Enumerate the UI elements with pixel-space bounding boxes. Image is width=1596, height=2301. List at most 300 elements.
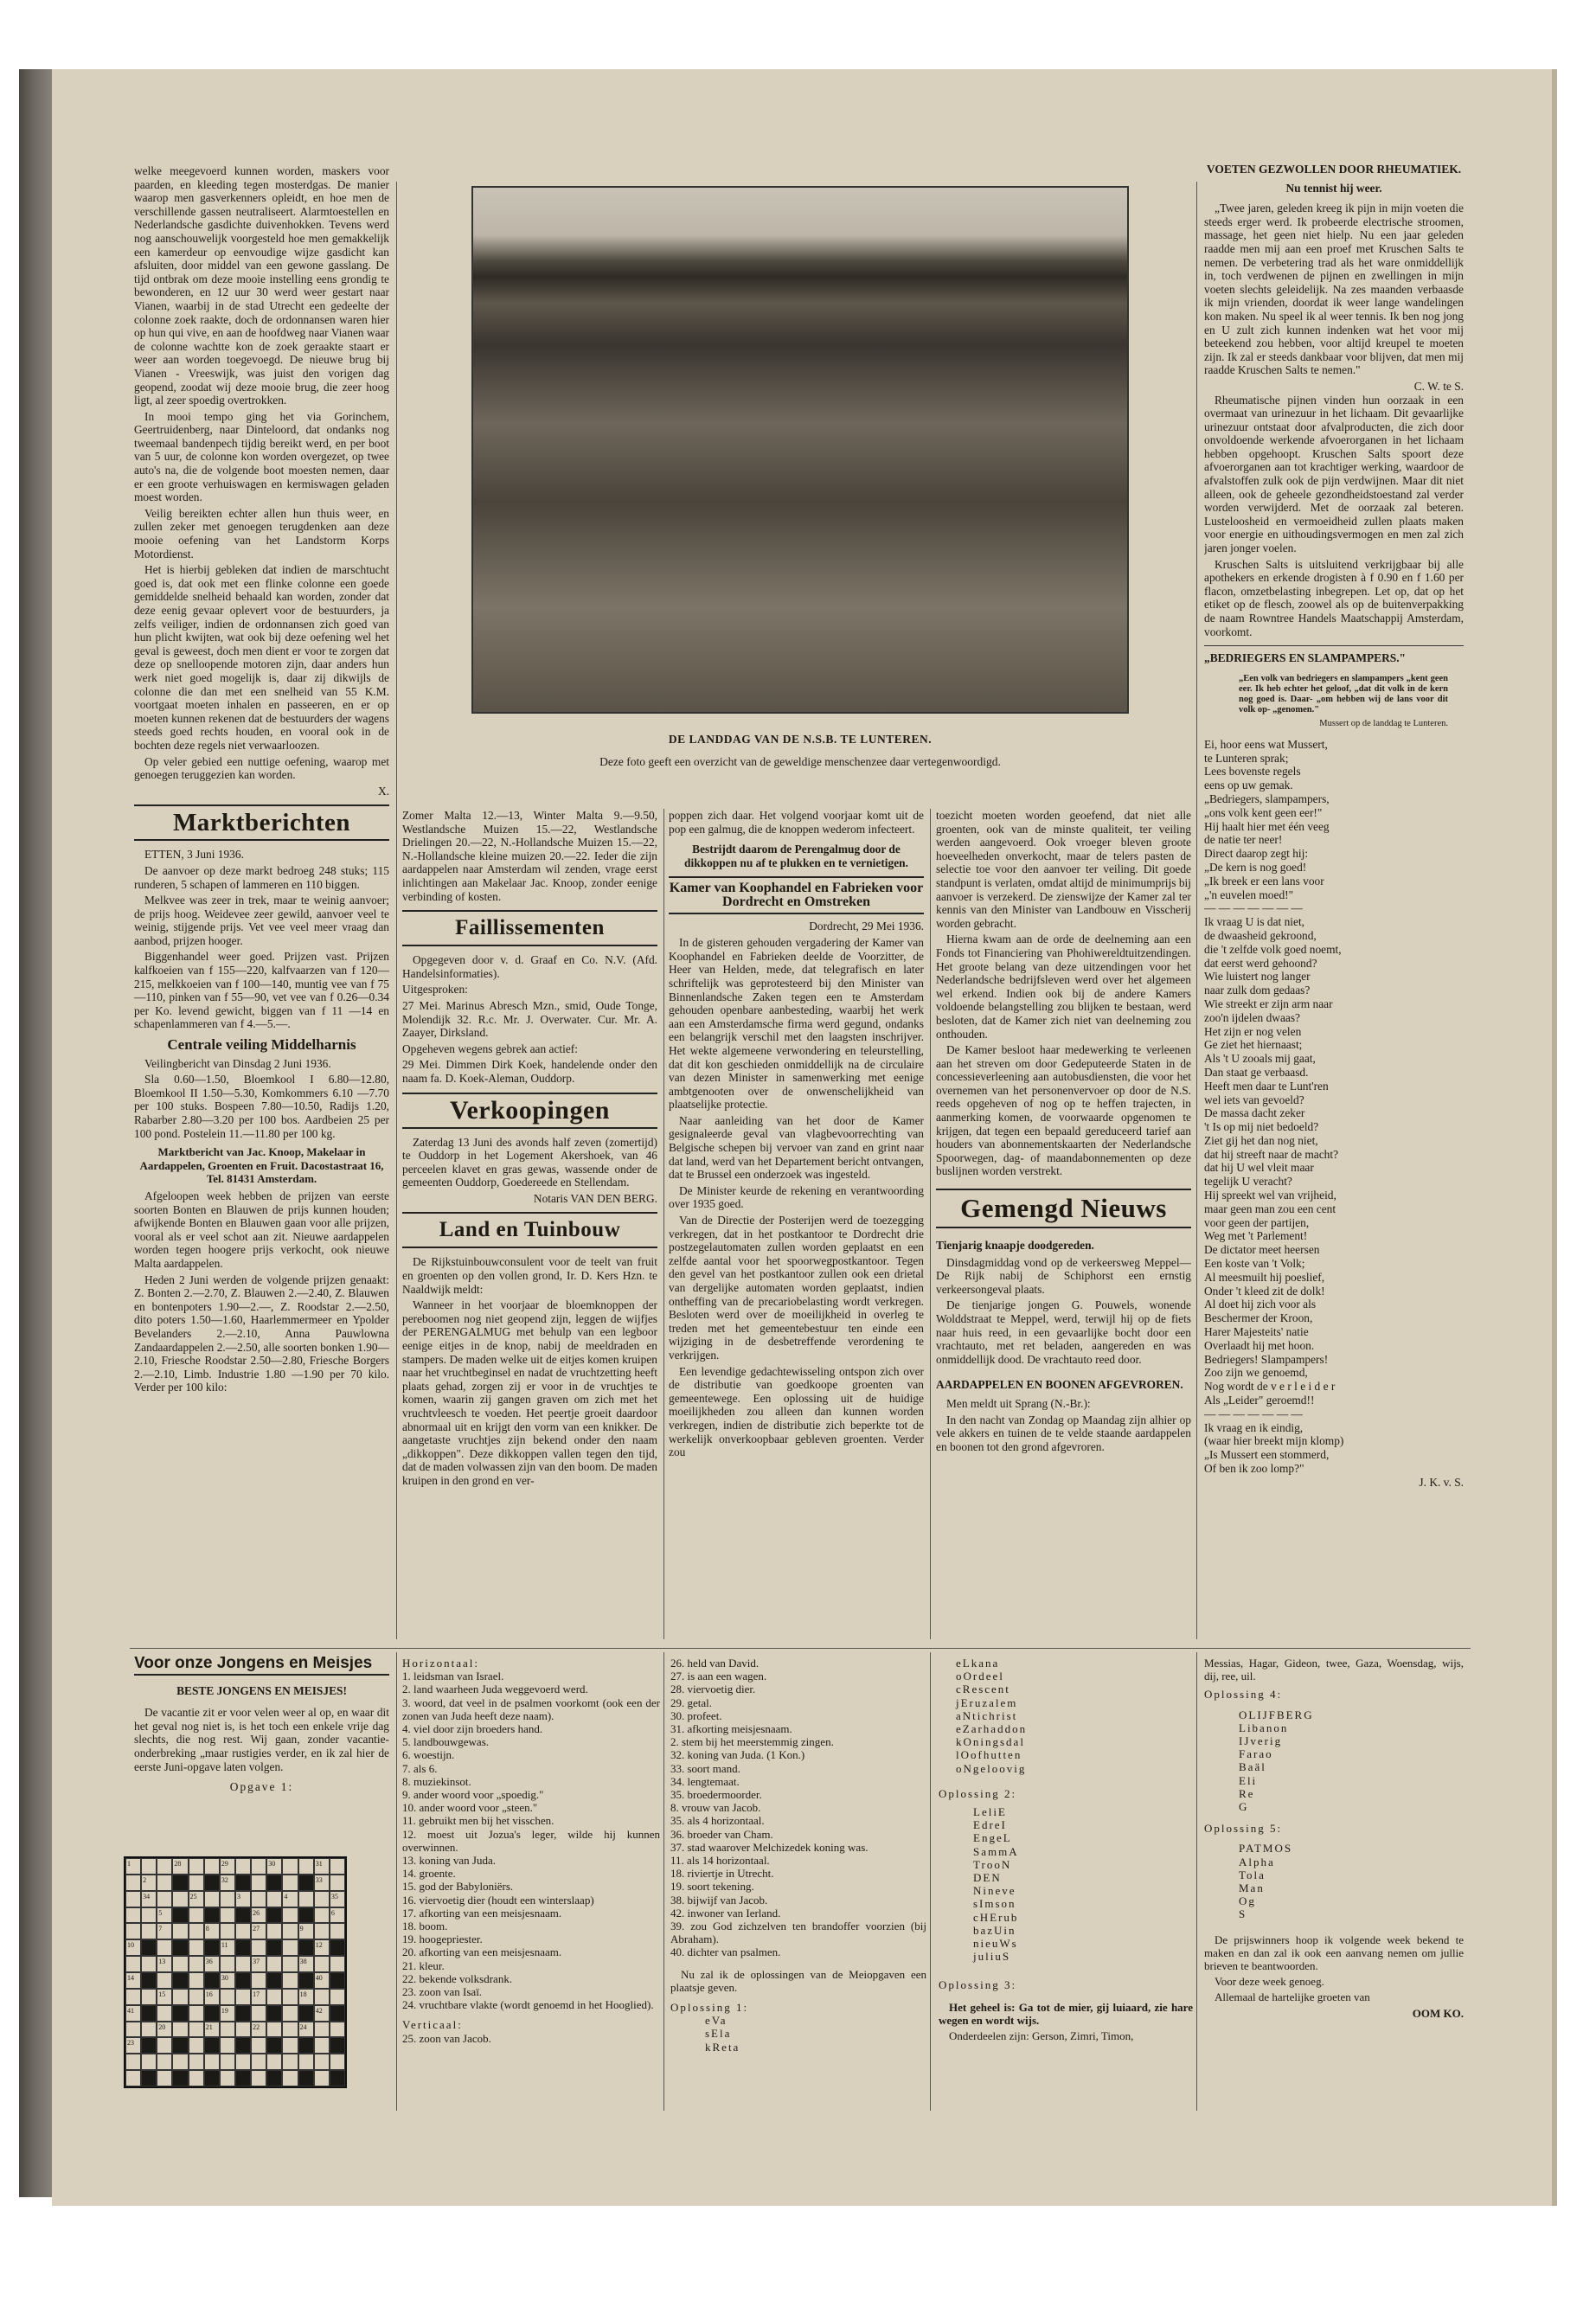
- grid-cell: 41: [125, 2005, 141, 2022]
- grid-cell: [298, 1858, 314, 1875]
- solution-line: Libanon: [1239, 1721, 1289, 1734]
- grid-cell: [157, 2070, 172, 2086]
- oplossing-label: Oplossing 4:: [1204, 1688, 1283, 1702]
- clue: 39. zou God zichzelven ten brandoffer voorzien (bij Abraham).: [670, 1920, 926, 1946]
- solution-line: kReta: [705, 2040, 740, 2054]
- grid-cell: 21: [204, 2022, 220, 2038]
- article-paragraph: ETTEN, 3 Juni 1936.: [144, 848, 244, 862]
- grid-cell: [189, 1875, 204, 1891]
- poem-line: — — — — — — —: [1204, 901, 1303, 915]
- solution-line: aNtichrist: [956, 1708, 1018, 1722]
- article-paragraph: Uitgesproken:: [402, 983, 468, 997]
- article-paragraph: Melkvee was zeer in trek, maar te weinig aanvoer; de prijs hoog. Weidevee zeer gewild, aanvoer veel te weinig, stijgende prijs. Vet vee veel meer vraag dan aanbod, prijzen hooger.: [134, 894, 389, 947]
- poem-line: Onder 't kleed zit de dolk!: [1204, 1284, 1325, 1298]
- grid-cell: 1: [125, 1858, 141, 1875]
- grid-cell: 25: [189, 1891, 204, 1907]
- grid-cell: [189, 1956, 204, 1972]
- black-cell: [141, 2005, 157, 2022]
- poem-line: Als 't U zooals mij gaat,: [1204, 1052, 1316, 1066]
- section-heading: Gemengd Nieuws: [936, 1189, 1191, 1228]
- grid-cell: [141, 1956, 157, 1972]
- black-cell: [235, 2005, 251, 2022]
- black-cell: [266, 2070, 282, 2086]
- solution-line: Tola: [1239, 1868, 1266, 1881]
- poem-line: Beschermer der Kroon,: [1204, 1311, 1313, 1325]
- oplossing-2: [973, 1805, 1193, 1963]
- oplossing-1: [705, 2014, 926, 2054]
- grid-cell: [282, 1875, 298, 1891]
- grid-cell: [314, 1907, 330, 1924]
- verticaal-label: Verticaal:: [402, 2018, 463, 2032]
- poem-line: Lees bovenste regels: [1204, 765, 1301, 779]
- poem-line: (waar hier breekt mijn klomp): [1204, 1434, 1344, 1448]
- black-cell: [298, 2070, 314, 2086]
- grid-cell: [282, 1907, 298, 1924]
- solution-line: bazUin: [973, 1923, 1016, 1937]
- solution-line: kOningsdal: [956, 1735, 1025, 1749]
- grid-cell: [314, 2037, 330, 2054]
- poem-line: Direct daarop zegt hij:: [1204, 847, 1309, 861]
- grid-cell: [330, 1923, 345, 1939]
- grid-cell: 32: [220, 1875, 235, 1891]
- solution-line: DEN: [973, 1871, 1002, 1885]
- grid-cell: 42: [314, 2005, 330, 2022]
- black-cell: [298, 2005, 314, 2022]
- youth-column-5: [1204, 1657, 1464, 2111]
- article-paragraph: De Rijkstuinbouwconsulent voor de teelt van fruit en groenten op den vollen grond, Ir. D. Kers Hzn. te Naaldwijk meldt:: [402, 1255, 657, 1296]
- grid-cell: [314, 2054, 330, 2070]
- poem-line: „'n euvelen moed!": [1204, 888, 1294, 901]
- grid-cell: [189, 1989, 204, 2005]
- black-cell: [204, 2037, 220, 2054]
- grid-cell: [282, 1858, 298, 1875]
- grid-cell: [189, 2037, 204, 2054]
- article-paragraph: Het is hierbij gebleken dat indien de marschtucht goed is, dat ook met een flinke colonne een goede gemiddelde snelheid behaald kan worden, zonder dat deze eenig gevaar oplevert voor de bestuurders, ja zelfs veiliger, indien de ordonnansen zich goed van hun plicht kwijten, wat ook bij deze oefening wel het geval is geweest, doch men dient er voor te zorgen dat deze op snelloopende motoren zijn, daar anders hun werk niet goed mogelijk is, daar zij dikwijls de colonne die dan met een snelheid van 55 K.M. voortgaat moeten inhalen en passeeren, en er op moeten kunnen rekenen dat de bestuurders der wagens steeds goed rechts houden, en vooral ook in de bochten deze regels niet verwaarloozen.: [134, 563, 389, 752]
- grid-cell: [172, 2054, 188, 2070]
- grid-cell: 34: [141, 1891, 157, 1907]
- black-cell: [266, 1939, 282, 1956]
- grid-cell: [204, 2054, 220, 2070]
- black-cell: [172, 1939, 188, 1956]
- clue: 11. gebruikt men bij het visschen.: [402, 1814, 554, 1828]
- black-cell: [330, 1939, 345, 1956]
- grid-cell: [220, 1891, 235, 1907]
- poem: [1204, 738, 1464, 1476]
- article-paragraph: De Minister keurde de rekening en verantwoording over 1935 goed.: [669, 1183, 924, 1211]
- article-paragraph: 27 Mei. Marinus Abresch Mzn., smid, Oude Tonge, Molendijk 32. R.c. Mr. J. Overwater. Cur. Mr. A. Zaayer, Dirksland.: [402, 998, 657, 1040]
- solution-line: cHErub: [973, 1910, 1019, 1924]
- clue: 42. inwoner van Ierland.: [670, 1906, 781, 1920]
- grid-cell: 30: [220, 1972, 235, 1989]
- grid-cell: 31: [314, 1858, 330, 1875]
- verticaal-list: [670, 1657, 926, 1959]
- grid-cell: [220, 2070, 235, 2086]
- grid-cell: [314, 1989, 330, 2005]
- clue: 11. als 14 horizontaal.: [670, 1854, 770, 1868]
- grid-cell: [314, 2070, 330, 2086]
- column-2: [402, 809, 657, 1644]
- poem-line: Ziet gij het dan nog niet,: [1204, 1133, 1318, 1147]
- grid-cell: [141, 1858, 157, 1875]
- article-signature: Notaris VAN DEN BERG.: [533, 1191, 657, 1205]
- grid-cell: [189, 1972, 204, 1989]
- black-cell: [266, 1907, 282, 1924]
- column-rule: [1196, 182, 1197, 1639]
- section-rule: [130, 1648, 1471, 1649]
- photo-caption-text: Deze foto geeft een overzicht van de geweldige menschenzee daar vertegenwoordigd.: [599, 755, 1001, 768]
- black-cell: [204, 2005, 220, 2022]
- grid-cell: [220, 2037, 235, 2054]
- youth-column-3: [670, 1657, 926, 2111]
- clue: 26. held van David.: [670, 1657, 760, 1670]
- grid-cell: 7: [157, 1923, 172, 1939]
- column-5: [1204, 163, 1464, 1644]
- subheading: AARDAPPELEN EN BOONEN AFGEVROREN.: [936, 1378, 1183, 1392]
- article-paragraph: Men meldt uit Sprang (N.-Br.):: [946, 1396, 1091, 1410]
- article-paragraph: Veilig bereikten echter allen hun thuis weer, en zullen zeker met genoegen terugdenken aan deze mooie oefening van het Landstorm Korps Motordienst.: [134, 506, 389, 561]
- grid-cell: [189, 2022, 204, 2038]
- quote-attribution: Mussert op de landdag te Lunteren.: [1319, 718, 1448, 728]
- article-paragraph: De prijswinners hoop ik volgende week bekend te maken en dan zal ik ook een aanvang nemen om jullie brieven te beantwoorden.: [1204, 1932, 1464, 1973]
- grid-cell: [298, 1891, 314, 1907]
- poem-line: „De kern is nog goed!: [1204, 860, 1307, 874]
- youth-column-2: [402, 1657, 660, 2111]
- black-cell: [235, 1972, 251, 1989]
- clue: 17. afkorting van een meisjesnaam.: [402, 1906, 562, 1920]
- black-cell: [235, 1875, 251, 1891]
- solution-line: Eli: [1239, 1773, 1258, 1787]
- poem-line: Ge ziet het hiernaast;: [1204, 1038, 1303, 1052]
- grid-cell: [235, 2022, 251, 2038]
- poem-line: Een koste van 't Volk;: [1204, 1257, 1305, 1271]
- grid-cell: [251, 2037, 266, 2054]
- clue: 24. vruchtbare vlakte (wordt genoemd in het Hooglied).: [402, 1998, 654, 2012]
- grid-cell: [266, 1923, 282, 1939]
- solution-line: eLkana: [956, 1657, 1000, 1670]
- clue: 18. boom.: [402, 1920, 448, 1933]
- poem-line: de dwaasheid gekroond,: [1204, 928, 1317, 942]
- clue: 23. zoon van Isaï.: [402, 1985, 483, 1999]
- clue: 38. bijwijf van Jacob.: [670, 1893, 768, 1907]
- clue: 10. ander woord voor „steen.": [402, 1801, 538, 1815]
- clue: 29. getal.: [670, 1695, 713, 1709]
- article-paragraph: In de gisteren gehouden vergadering der Kamer van Koophandel en Fabrieken deelde de Voorzitter, de Heer van Helden, mede, dat telegrafisch en later schriftelijk was geprotesteerd bij den Minister van Binnenlandsche Zaken tegen een te Amsterdam gehouden openbare aanbesteding, waarbij het werk aan een Amsterdamsche firma werd gegund, ondanks een belangrijk verschil met den laagsten inschrijver. Het wekte algemeene verwondering en teleurstelling, dat dit kon geschieden onmiddellijk na de circulaire van dezen Minister in samenwerking met eenige ambtgenooten over de onwenschelijkheid van plaatselijke protectie.: [669, 936, 924, 1112]
- solution-line: nieuWs: [973, 1937, 1018, 1951]
- grid-cell: [282, 1939, 298, 1956]
- grid-cell: [330, 1875, 345, 1891]
- black-cell: [141, 2037, 157, 2054]
- grid-cell: 37: [251, 1956, 266, 1972]
- grid-cell: 5: [157, 1907, 172, 1924]
- column-rule: [396, 1652, 397, 2111]
- grid-cell: [141, 1923, 157, 1939]
- grid-cell: [330, 1858, 345, 1875]
- grid-cell: [157, 1939, 172, 1956]
- grid-cell: [141, 1989, 157, 2005]
- poem-line: Hij haalt hier met één veeg: [1204, 819, 1330, 833]
- grid-cell: [266, 1956, 282, 1972]
- poem-line: Al meesmuilt hij poeslief,: [1204, 1270, 1325, 1284]
- grid-cell: [251, 1875, 266, 1891]
- article-paragraph: Opgeheven wegens gebrek aan actief:: [402, 1042, 578, 1055]
- black-cell: [204, 1907, 220, 1924]
- photo-caption-title: DE LANDDAG VAN DE N.S.B. TE LUNTEREN.: [668, 733, 933, 746]
- grid-cell: 22: [251, 2022, 266, 2038]
- poem-line: Heeft men daar te Lunt'ren: [1204, 1079, 1329, 1093]
- grid-cell: [330, 2022, 345, 2038]
- black-cell: [235, 2037, 251, 2054]
- grid-cell: [235, 1923, 251, 1939]
- grid-cell: [220, 1923, 235, 1939]
- horizontaal-label: Horizontaal:: [402, 1657, 479, 1670]
- grid-cell: [157, 1875, 172, 1891]
- grid-cell: 36: [204, 1956, 220, 1972]
- youth-column-1: [134, 1657, 389, 1856]
- quote: „Een volk van bedriegers en slampampers „kent geen eer. Ik heb echter het geloof, „dat dit volk in de kern nog goed is. Daar- „om hebben wij de lans voor dit volk op- „genomen.": [1239, 673, 1448, 715]
- landdag-photo: [471, 186, 1129, 714]
- clue: 22. bekende volksdrank.: [402, 1971, 513, 1985]
- grid-cell: 18: [298, 1989, 314, 2005]
- grid-cell: [189, 1907, 204, 1924]
- grid-cell: 26: [251, 1907, 266, 1924]
- grid-cell: [282, 2037, 298, 2054]
- grid-cell: [298, 2054, 314, 2070]
- grid-cell: [282, 1972, 298, 1989]
- grid-cell: [125, 2054, 141, 2070]
- clue: 15. god der Babyloniërs.: [402, 1880, 514, 1894]
- article-paragraph: 29 Mei. Dimmen Dirk Koek, handelende onder den naam fa. D. Koek-Aleman, Ouddorp.: [402, 1058, 657, 1085]
- poem-line: dat hij U wel vleit maar: [1204, 1161, 1314, 1175]
- poem-line: Al doet hij zich voor als: [1204, 1298, 1317, 1311]
- poem-line: Als „Leider" geroemd!!: [1204, 1394, 1315, 1407]
- grid-cell: 6: [330, 1907, 345, 1924]
- section-heading: Faillissementen: [402, 910, 657, 946]
- grid-cell: [266, 2022, 282, 2038]
- grid-cell: [172, 1989, 188, 2005]
- poem-line: zoo'n ijdelen dwaas?: [1204, 1010, 1300, 1024]
- grid-cell: [235, 2054, 251, 2070]
- article-paragraph: De tienjarige jongen G. Pouwels, wonende Wolddstraat te Meppel, werd, terwijl hij op de fiets naar huis reed, in een gevaarlijke bocht door een vrachtauto, met ret beladen, aangereden en was onmiddellijk dood. De vrachtauto reed door.: [936, 1298, 1191, 1366]
- grid-cell: [189, 1923, 204, 1939]
- article-paragraph: In den nacht van Zondag op Maandag zijn alhier op vele akkers en tuinen de te velde staande aardappelen en boonen tot den grond afgevroren.: [936, 1413, 1191, 1453]
- clue: 6. woestijn.: [402, 1748, 455, 1762]
- clue: 7. als 6.: [402, 1761, 438, 1775]
- clue: 36. broeder van Cham.: [670, 1827, 773, 1841]
- solution-line: cRescent: [956, 1682, 1010, 1696]
- grid-cell: [220, 1989, 235, 2005]
- black-cell: [204, 1875, 220, 1891]
- poem-line: naar zulk dom gedaas?: [1204, 984, 1311, 997]
- clue: 9. ander woord voor „spoedig.": [402, 1788, 544, 1802]
- poem-line: De dictator meet heersen: [1204, 1243, 1320, 1257]
- grid-cell: 35: [330, 1891, 345, 1907]
- solution-line: Nineve: [973, 1884, 1016, 1898]
- poem-line: Harer Majesteits' natie: [1204, 1325, 1309, 1339]
- article-paragraph: Biggenhandel weer goed. Prijzen vast. Prijzen kalfkoeien van f 155—220, kalfvaarzen van f 120—215, melkkoeien van f 100—140, muntig vee van f 75—110, pinken van f 55—90, vet vee van f 0.26—0.34 per Ko. levend gewicht, biggen van f 11 —14 en schapenlammeren van f 4.—5.—.: [134, 950, 389, 1031]
- column-rule: [663, 809, 664, 1639]
- grid-cell: [141, 1907, 157, 1924]
- poem-line: „ons volk kent geen eer!": [1204, 805, 1323, 819]
- horizontaal-list: [402, 1670, 660, 2011]
- solution-line: PATMOS: [1239, 1842, 1293, 1856]
- solution-line: eZarhaddon: [956, 1722, 1028, 1736]
- solution-line: lOofhutten: [956, 1748, 1022, 1762]
- grid-cell: [189, 2054, 204, 2070]
- crossword-grid: [124, 1856, 347, 2088]
- grid-cell: 14: [125, 1972, 141, 1989]
- black-cell: [266, 2005, 282, 2022]
- grid-cell: [125, 1923, 141, 1939]
- black-cell: [172, 1875, 188, 1891]
- black-cell: [330, 2070, 345, 2086]
- article-paragraph: Allemaal de hartelijke groeten van: [1215, 1990, 1370, 2004]
- black-cell: [266, 2037, 282, 2054]
- solution-line: SammA: [973, 1844, 1019, 1858]
- grid-cell: [172, 1891, 188, 1907]
- grid-cell: [220, 2054, 235, 2070]
- solution-line: sImson: [973, 1897, 1016, 1911]
- poem-line: tegelijk U veracht?: [1204, 1175, 1292, 1189]
- grid-cell: [220, 1956, 235, 1972]
- section-heading: Voor onze Jongens en Meisjes: [134, 1657, 389, 1676]
- poem-line: Bedriegers! Slampampers!: [1204, 1352, 1329, 1366]
- black-cell: [172, 2005, 188, 2022]
- grid-cell: [330, 1956, 345, 1972]
- poem-line: Dan staat ge verbaasd.: [1204, 1065, 1309, 1079]
- grid-cell: [314, 1956, 330, 1972]
- article-paragraph: Nu zal ik de oplossingen van de Meiopgaven een plaatsje geven.: [670, 1967, 926, 1994]
- grid-cell: [204, 1858, 220, 1875]
- clue: 14. groente.: [402, 1867, 456, 1881]
- poem-line: Ik vraag U is dat niet,: [1204, 915, 1305, 929]
- article-paragraph: Op veler gebied een nuttige oefening, waarop met genoegen teruggezien kan worden.: [134, 754, 389, 782]
- book-binding: [19, 69, 54, 2197]
- black-cell: [330, 2037, 345, 2054]
- clue: 40. dichter van psalmen.: [670, 1945, 781, 1959]
- ad-paragraph: Rheumatische pijnen vinden hun oorzaak in een overmaat van urinezuur in het lichaam. Dit gevaarlijke urinezuur ontstaat door afvalproducten, die zich door onvoldoende werkende afvoerorganen in het lichaam hebben opgehoopt. Kruschen Salts spoort deze afvoerorganen aan tot krachtiger werking, waardoor de afvalstoffen zulk ook de pijn verdwijnen. Maar dit niet alleen, ook de geheele gezondheidstoestand zal verder worden verwijderd. Met de oorzaak zal beteren. Lusteloosheid en vermoeidheid zullen plaats maken voor energie en uithoudingsvermogen en men zal zich jaren jonger voelen.: [1204, 393, 1464, 555]
- subheading: Tienjarig knaapje doodgereden.: [936, 1239, 1094, 1253]
- grid-cell: 29: [220, 1858, 235, 1875]
- grid-cell: [251, 1972, 266, 1989]
- grid-cell: 27: [251, 1923, 266, 1939]
- grid-cell: [141, 2022, 157, 2038]
- solution-line: Alpha: [1239, 1855, 1275, 1868]
- clue: 5. landbouwgewas.: [402, 1735, 490, 1749]
- article-paragraph: Onderdeelen zijn: Gerson, Zimri, Timon,: [949, 2029, 1134, 2043]
- black-cell: [298, 1907, 314, 1924]
- article-paragraph: toezicht moeten worden geoefend, dat niet alle groenten, ook van de minste qualiteit, ter veiling werden aangevoerd. Ook vroeger bleven groote hoeveelheden onverkocht, maar de telers pasten de selectie toe voor den aanvoer ter veiling. Dit goede standpunt is verlaten, omdat altijd de minimumprijs bij aanvoer is verzekerd. De zienswijze der Kamer zal ter kennis van den Minister van Landbouw en Visscherij worden gebracht.: [936, 809, 1191, 930]
- grid-cell: 40: [314, 1972, 330, 1989]
- solution-line: EngeL: [973, 1831, 1012, 1845]
- clue: 35. broedermoorder.: [670, 1788, 762, 1802]
- grid-cell: [282, 2054, 298, 2070]
- solution-line: Og: [1239, 1894, 1256, 1908]
- clue: 19. soort tekening.: [670, 1880, 754, 1894]
- ad-paragraph: Kruschen Salts is uitsluitend verkrijgbaar bij alle apothekers en erkende drogisten à f 0.90 en f 1.60 per flacon, omzetbelasting inbegrepen. Let op, dat op het etiket op de flesch, zoowel als op de buitenverpakking de naam Rowntree Handels Maatschappij Amsterdam, voorkomt.: [1204, 557, 1464, 638]
- grid-cell: [189, 1858, 204, 1875]
- clue: 34. lengtemaat.: [670, 1774, 740, 1788]
- clue: 8. vrouw van Jacob.: [670, 1801, 761, 1815]
- grid-cell: [251, 1939, 266, 1956]
- article-paragraph: In mooi tempo ging het via Gorinchem, Geertruidenberg, naar Dinteloord, dat ondanks nog tweemaal bandenpech tijdig bereikt werd, en per boot van 5 uur, de colonne kon worden overgezet, op twee auto's na, die de volgende boot moesten nemen, daar er een groote verhuiswagen en kermiswagen geladen moest worden.: [134, 409, 389, 504]
- black-cell: [235, 2070, 251, 2086]
- grid-cell: [220, 2022, 235, 2038]
- grid-cell: 17: [251, 1989, 266, 2005]
- poem-line: „Is Mussert een stommerd,: [1204, 1448, 1330, 1462]
- black-cell: [172, 2070, 188, 2086]
- section-heading: Verkoopingen: [402, 1093, 657, 1129]
- black-cell: [172, 2037, 188, 2054]
- black-cell: [235, 1939, 251, 1956]
- grid-cell: [330, 1989, 345, 2005]
- clue: 21. kleur.: [402, 1958, 445, 1972]
- grid-cell: 30: [266, 1858, 282, 1875]
- article-paragraph: Veilingbericht van Dinsdag 2 Juni 1936.: [144, 1056, 331, 1070]
- ad-signature: C. W. te S.: [1413, 379, 1464, 393]
- article-paragraph: Zaterdag 13 Juni des avonds half zeven (zomertijd) te Ouddorp in het Logement Akershoek, van 46 perceelen klavet en gras gewas, wassende onder de gemeenten Ouddorp, Goedereede en Stellendam.: [402, 1135, 657, 1189]
- grid-cell: 2: [141, 1875, 157, 1891]
- grid-cell: [314, 1923, 330, 1939]
- poem-line: de natie ter neer!: [1204, 833, 1283, 847]
- article-paragraph: welke meegevoerd kunnen worden, maskers voor paarden, en kleeding tegen mosterdgas. De manier waarop men gasverkenners opleidt, en hoe men de verschillende gassen neutraliseert. Alarmtoestellen en Nederlandsche gasdichte duivenhokken. Tevens werd nog aanschouwelijk voorgesteld hoe men gemakkelijk een kamerdeur op eenvoudige wijze gasdicht kan afsluiten, door middel van een gewone gasslang. De tijd ontbrak om deze mooie instelling eens grondig te bewonderen, en 12 uur 30 werd weer gestart naar Vianen, waarbij in de stad Utrecht een gedeelte der colonne zoek raakte, doch de ordonnansen waren hier op hun qui vive, en aan de hoofdweg naar Vianen waar de colonne wachtte kon de zoek geraakte staart er weer aan worden toegevoegd. De nieuwe brug bij Vianen - Vreeswijk, was juist den vorigen dag geopend, zoodat wij deze mooie brug, die zeer hoog ligt, al zeer spoedig overtrokken.: [134, 164, 389, 407]
- oplossing-3: Het geheel is: Ga tot de mier, gij luiaard, zie hare wegen en wordt wijs.: [939, 2000, 1193, 2027]
- signature: OOM KO.: [1412, 2006, 1464, 2020]
- grid-cell: [235, 1989, 251, 2005]
- grid-cell: 13: [157, 1956, 172, 1972]
- poem-line: Of ben ik zoo lomp?": [1204, 1462, 1304, 1476]
- article-paragraph: Opgegeven door v. d. Graaf en Co. N.V. (Afd. Handelsinformaties).: [402, 953, 657, 980]
- solution-line: IJverig: [1239, 1734, 1283, 1748]
- grid-cell: 28: [172, 1858, 188, 1875]
- clue: 2. stem bij het meerstemmig zingen.: [670, 1735, 834, 1749]
- ad-paragraph: „Twee jaren, geleden kreeg ik pijn in mijn voeten die steeds erger werd. Ik probeerde electrische stroomen, massage, het geen niet hielp. Nu een jaar geleden raadde men mij aan een proef met Kruschen Salts te nemen. De verbetering trad als het ware onmiddellijk in, toch verdwenen de pijnen en zwellingen in mijn voeten slechts geleidelijk. Na zes maanden verbaasde ik mijn vrienden, doordat ik weer lange wandelingen kon maken. Nu speel ik al weer tennis. Ik ben nog jong en U zult zich kunnen indenken wat het voor mij beteekend zou hebben, voor altijd kreupel te moeten zijn. Ik zal er steeds dankbaar voor blijven, dat men mij raadde Kruschen Salts te nemen.": [1204, 202, 1464, 377]
- article-paragraph: Voor deze week genoeg.: [1215, 1975, 1324, 1989]
- black-cell: [235, 1907, 251, 1924]
- solution-line: G: [1239, 1800, 1249, 1814]
- black-cell: [172, 1907, 188, 1924]
- oplossing-5: [1239, 1842, 1464, 1920]
- article-paragraph: Afgeloopen week hebben de prijzen van eerste soorten Bonten en Blauwen de prijs kunnen houden; afwijkende Bonten en Blauwen gaan voor alle prijzen, vooral als er veel schot aan zit. Nieuwe aardappelen worden tegen hoogere prijs verkocht, ook nieuwe Malta aardappelen.: [134, 1189, 389, 1270]
- solution-line: oNgeloovig: [956, 1761, 1027, 1775]
- article-paragraph: poppen zich daar. Het volgend voorjaar komt uit de pop een galmug, die de knoppen wederom infecteert.: [669, 809, 924, 836]
- grid-cell: [235, 1956, 251, 1972]
- clue: 19. hoogepriester.: [402, 1932, 483, 1946]
- grid-cell: [125, 1956, 141, 1972]
- oplossing-label: Oplossing 3:: [939, 1978, 1017, 1992]
- clue: 18. riviertje in Utrecht.: [670, 1867, 774, 1881]
- solution-line: LeliE: [973, 1805, 1007, 1819]
- grid-cell: 33: [314, 1875, 330, 1891]
- poem-signature: J. K. v. S.: [1419, 1475, 1464, 1489]
- clue: 35. als 4 horizontaal.: [670, 1814, 765, 1828]
- grid-cell: [314, 1891, 330, 1907]
- article-paragraph: De aanvoer op deze markt bedroeg 248 stuks; 115 runderen, 5 schapen of lammeren en 110 biggen.: [134, 863, 389, 891]
- column-1: [134, 164, 389, 1644]
- black-cell: [298, 1972, 314, 1989]
- clue: 32. koning van Juda. (1 Kon.): [670, 1748, 805, 1762]
- clue: 33. soort mand.: [670, 1761, 740, 1775]
- grid-cell: [125, 1989, 141, 2005]
- grid-cell: [157, 1858, 172, 1875]
- grid-cell: [189, 2070, 204, 2086]
- grid-cell: [125, 1907, 141, 1924]
- grid-cell: [251, 2070, 266, 2086]
- black-cell: [266, 1875, 282, 1891]
- section-heading: Centrale veiling Middelharnis: [167, 1036, 356, 1054]
- poem-line: „Bedriegers, slampampers,: [1204, 792, 1330, 805]
- clue: 3. woord, dat veel in de psalmen voorkomt (ook een der zonen van Juda heeft deze naam).: [402, 1695, 660, 1722]
- poem-line: Hij spreekt wel van vrijheid,: [1204, 1189, 1336, 1202]
